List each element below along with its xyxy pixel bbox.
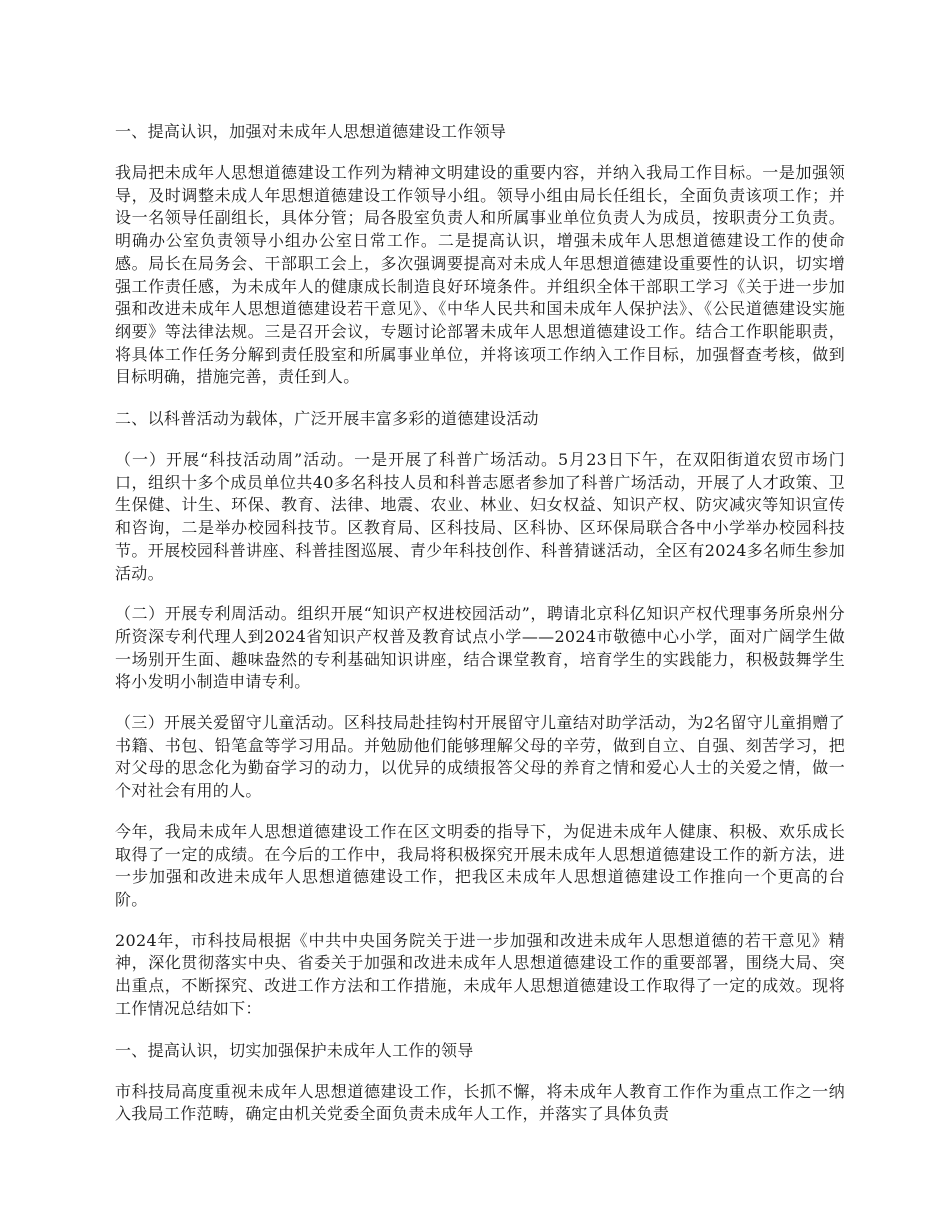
paragraph-leadership: 我局把未成年人思想道德建设工作列为精神文明建设的重要内容，并纳入我局工作目标。一是加强领导，及时调整未成人年思想道德建设工作领导小组。领导小组由局长任组长，全面负责该项工作；并设一名领导任副组长，具体分管；局各股室负责人和所属事业单位负责人为成员，按职责分工负责。明确办公室负责领导小组办公室日常工作。二是提高认识，增强未成年人思想道德建设工作的使命感。局长在局务会、干部职工会上，多次强调要提高对未成人年思想道德建设重要性的认识，切实增强工作责任感，为未成年人的健康成长制造良好环境条件。并组织全体干部职工学习《关于进一步加强和改进未成年人思想道德建设若干意见》、《中华人民共和国未成年人保护法》、《公民道德建设实施纲要》等法律法规。三是召开会议，专题讨论部署未成年人思想道德建设工作。结合工作职能职责，将具体工作任务分解到责任股室和所属事业单位，并将该项工作纳入工作目标，加强督查考核，做到目标明确，措施完善，责任到人。 [115,163,845,387]
paragraph-tech-week: （一）开展“科技活动周”活动。一是开展了科普广场活动。5月23日下午，在双阳街道农贸市场门口，组织十多个成员单位共40多名科技人员和科普志愿者参加了科普广场活动，开展了人才政策、卫生保健、计生、环保、教育、法律、地震、农业、林业、妇女权益、知识产权、防灾减灾等知识宣传和咨询，二是举办校园科技节。区教育局、区科技局、区科协、区环保局联合各中小学举办校园科技节。开展校园科普讲座、科普挂图巡展、青少年科技创作、科普猜谜活动，全区有2024多名师生参加活动。 [115,450,845,583]
paragraph-intro-2024: 2024年，市科技局根据《中共中央国务院关于进一步加强和改进未成年人思想道德的若干意见》精神，深化贯彻落实中央、省委关于加强和改进未成年人思想道德建设工作的重要部署，围绕大局、突出重点，不断探究、改进工作方法和工作措施，未成年人思想道德建设工作取得了一定的成效。现将工作情况总结如下： [115,930,845,1018]
paragraph-patent-week: （二）开展专利周活动。组织开展“知识产权进校园活动”，聘请北京科亿知识产权代理事务所泉州分所资深专利代理人到2024省知识产权普及教育试点小学——2024市敬德中心小学，面对广阔学生做一场别开生面、趣味盎然的专利基础知识讲座，结合课堂教育，培育学生的实践能力，积极鼓舞学生将小发明小制造申请专利。 [115,604,845,692]
paragraph-summary: 今年，我局未成年人思想道德建设工作在区文明委的指导下，为促进未成年人健康、积极、欢乐成长取得了一定的成绩。在今后的工作中，我局将积极探究开展未成年人思想道德建设工作的新方法，进一步加强和改进未成年人思想道德建设工作，把我区未成年人思想道德建设工作推向一个更高的台阶。 [115,821,845,909]
section-heading-2: 二、以科普活动为载体，广泛开展丰富多彩的道德建设活动 [115,409,539,429]
section-heading-3: 一、提高认识，切实加强保护未成年人工作的领导 [115,1040,474,1060]
section-heading-1: 一、提高认识，加强对未成年人思想道德建设工作领导 [115,122,507,141]
paragraph-left-behind-children: （三）开展关爱留守儿童活动。区科技局赴挂钩村开展留守儿童结对助学活动，为2名留守儿童捐赠了书籍、书包、铅笔盒等学习用品。并勉励他们能够理解父母的辛劳，做到自立、自强、刻苦学习，把对父母的思念化为勤奋学习的动力，以优异的成绩报答父母的养育之情和爱心人士的关爱之情，做一个对社会有用的人。 [115,713,845,801]
paragraph-commitment: 市科技局高度重视未成年人思想道德建设工作，长抓不懈，将未成年人教育工作作为重点工作之一纳入我局工作范畴，确定由机关党委全面负责未成年人工作，并落实了具体负责 [115,1081,845,1124]
document-page [115,120,845,1126]
